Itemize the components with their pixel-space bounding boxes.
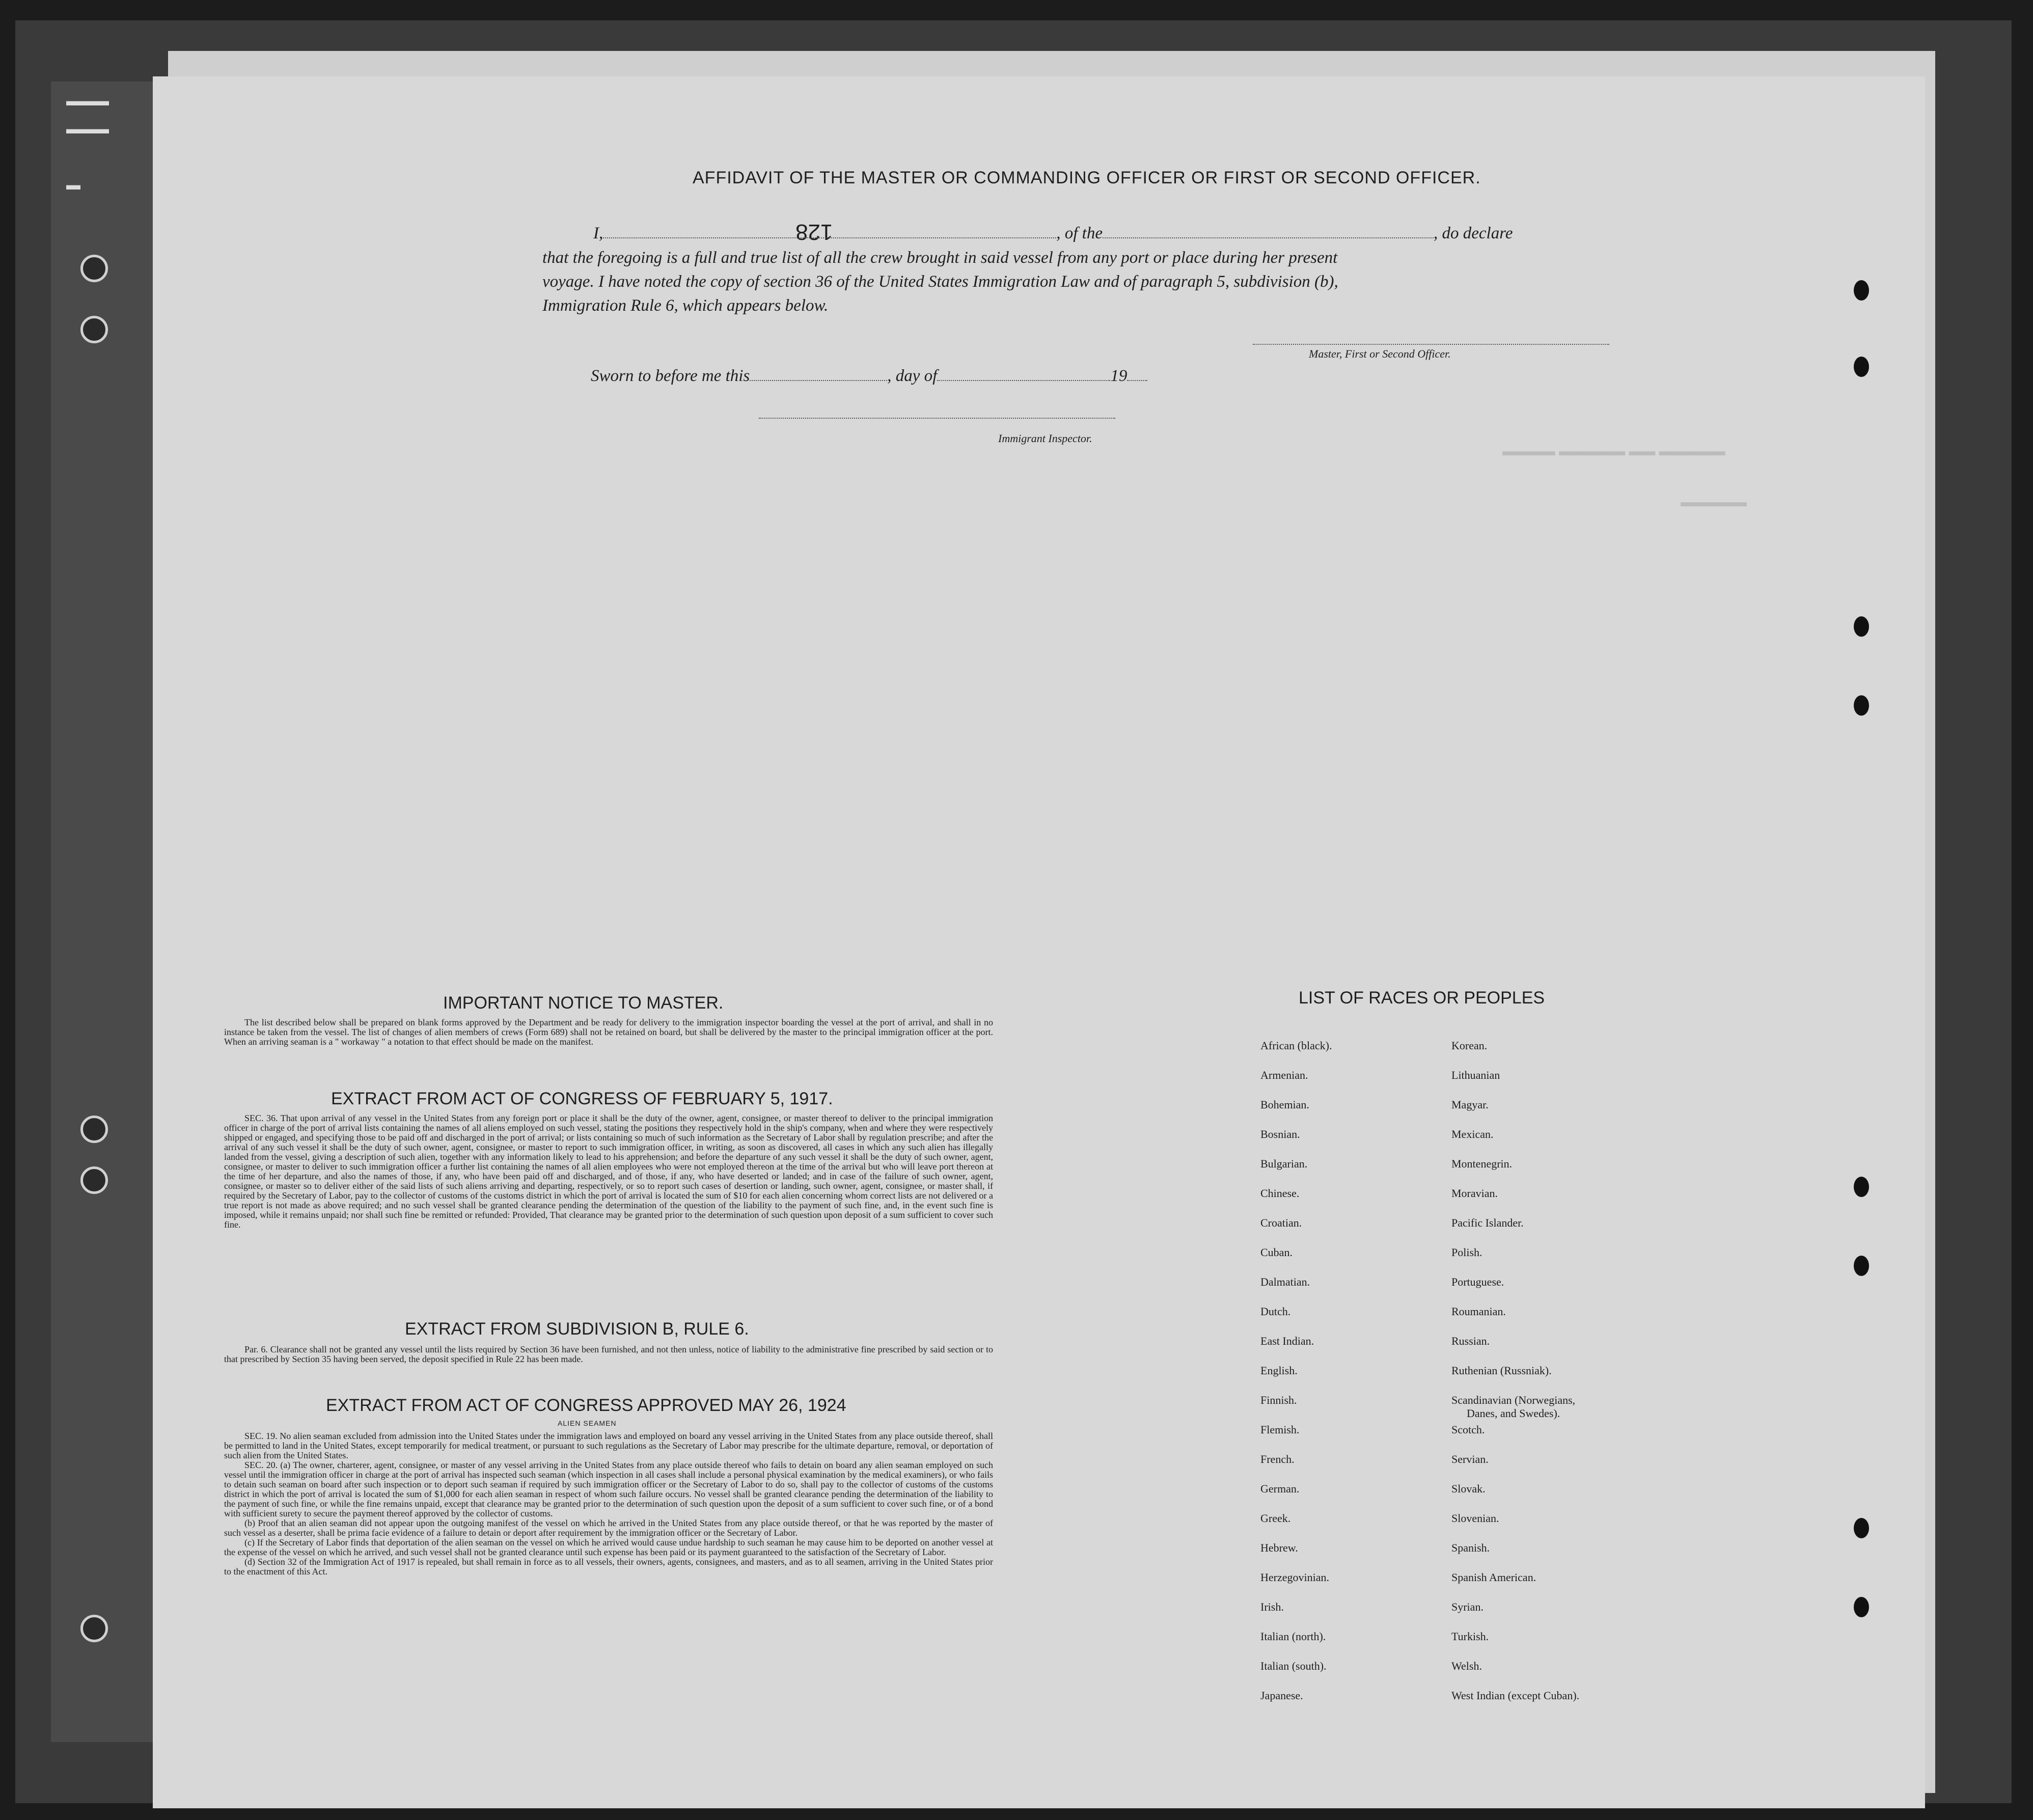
punch-hole-icon	[1854, 695, 1869, 716]
race-item: Mexican.	[1451, 1128, 1494, 1140]
inspector-signature-line[interactable]	[759, 418, 1115, 419]
extract-1924-title: EXTRACT FROM ACT OF CONGRESS APPROVED MAY 26, 1924	[326, 1396, 846, 1415]
race-item: Spanish.	[1451, 1541, 1490, 1554]
master-signature-line[interactable]	[1253, 344, 1609, 345]
inspector-label: Immigrant Inspector.	[998, 432, 1092, 445]
race-item: Syrian.	[1451, 1600, 1483, 1613]
notice-text	[224, 1018, 993, 1047]
race-item: Dutch.	[1260, 1305, 1291, 1318]
affidavit-line-4: Immigration Rule 6, which appears below.	[542, 296, 829, 315]
race-item: Spanish American.	[1451, 1571, 1536, 1584]
race-item: Bohemian.	[1260, 1098, 1309, 1111]
binding-stub	[51, 82, 153, 1742]
race-item: Magyar.	[1451, 1098, 1489, 1111]
race-item: Flemish.	[1260, 1423, 1300, 1436]
extract-1917-title: EXTRACT FROM ACT OF CONGRESS OF FEBRUARY 5, 1917.	[331, 1089, 833, 1108]
race-item: Irish.	[1260, 1600, 1284, 1613]
year-blank[interactable]	[1127, 380, 1147, 381]
race-item: Hebrew.	[1260, 1541, 1298, 1554]
race-item: Greek.	[1260, 1512, 1291, 1525]
race-item-continuation: Danes, and Swedes).	[1467, 1407, 1560, 1420]
sec-20d-paragraph: (d) Section 32 of the Immigration Act of 1917 is repealed, but shall remain in force as to all vessels, their owners, agents, consignees, and masters, and as to all seamen, arriving in the United States prior to the enactment of this Act.	[224, 1557, 993, 1577]
race-item: Cuban.	[1260, 1246, 1293, 1259]
i-label: I,	[593, 224, 603, 242]
sworn-line	[591, 367, 1147, 386]
extract-rule6-text	[224, 1345, 993, 1364]
race-item: Italian (south).	[1260, 1660, 1327, 1672]
race-item: Dalmatian.	[1260, 1275, 1310, 1288]
punch-hole-icon	[1854, 1518, 1869, 1538]
race-item: Korean.	[1451, 1039, 1488, 1052]
race-item: Japanese.	[1260, 1689, 1303, 1702]
bleed-through-text: ▬▬▬▬ ▬▬▬▬▬ ▬▬ ▬▬▬▬▬	[1502, 443, 1725, 458]
extract-1917-paragraph: SEC. 36. That upon arrival of any vessel in the United States from any foreign port or place it shall be the duty of the owner, agent, consignee, or master thereof to deliver to the principal immigration officer in charge of the port of arrival lists containing the names of all aliens employed on such vessel, stating the positions they respectively hold in the ship's company, when and where they were respectively shipped or engaged, and specifying those to be paid off and discharged in the port of arrival; or lists containing so much of such information as the Secretary of Labor shall by regulation prescribe; and after the arrival of any such vessel it shall be the duty of such owner, agent, consignee, or master to report to such immigration officer, in writing, as soon as discovered, all cases in which any such alien has illegally landed from the vessel, giving a description of such alien, together with any information likely to lead to his apprehension; and before the departure of any such vessel it shall be the duty of such owner, agent, consignee, or master to deliver to such immigration officer a further list containing the names of all alien employees who were not employed thereon at the time of the arrival but who will leave port thereon at the time of her departure, and also the names of those, if any, who have been paid off and discharged, and of those, if any, who have deserted or landed; and in case of the failure of such owner, agent, consignee, or master so to deliver either of the said lists of such aliens arriving and departing, respectively, or so to report such cases of desertion or landing, such owner, agent, consignee, or master shall, if required by the Secretary of Labor, pay to the collector of customs of the customs district in which the port of arrival is located the sum of $10 for each alien concerning whom correct lists are not delivered or a true report is not made as above required; and no such vessel shall be granted clearance pending the determination of the question of the liability to the payment of such fine, and, in the event such fine is imposed, while it remains unpaid; nor shall such fine be remitted or refunded: Provided, That clearance may be granted prior to the determination of such question upon deposit of a sum sufficient to cover such fine.	[224, 1113, 993, 1230]
affidavit-title: AFFIDAVIT OF THE MASTER OR COMMANDING OFFICER OR FIRST OR SECOND OFFICER.	[693, 168, 1481, 187]
affidavit-line-2: that the foregoing is a full and true list of all the crew brought in said vessel from any port or place during her present	[542, 249, 1338, 267]
stub-marks: ▬▬▬ ▬▬▬ ▬	[66, 93, 109, 193]
race-item: Bulgarian.	[1260, 1157, 1308, 1170]
binding-hole-icon	[80, 1615, 108, 1642]
punch-hole-icon	[1854, 616, 1869, 637]
race-item: Montenegrin.	[1451, 1157, 1513, 1170]
sec-20b-paragraph: (b) Proof that an alien seaman did not appear upon the outgoing manifest of the vessel on which he arrived in the United States from any place outside thereof, or that he was reported by the master of such vessel as a deserter, shall be prima facie evidence of a failure to detain or deport after requirement by the immigration officer or the Secretary of Labor.	[224, 1518, 993, 1538]
race-item: Chinese.	[1260, 1187, 1300, 1200]
sec-20a-paragraph: SEC. 20. (a) The owner, charterer, agent, consignee, or master of any vessel arriving in the United States from any place outside thereof who fails to detain on board any alien seaman employed on such vessel until the immigration officer in charge at the port of arrival has inspected such seaman (which inspection in all cases shall include a personal physical examination by the medical examiners), or who fails to detain such seaman on board after such inspection or to deport such seaman if required by such immigration officer or the Secretary of Labor to do so, shall pay to the collector of customs of the customs district in which the port of arrival is located the sum of $1,000 for each alien seaman in respect of whom such failure occurs. No vessel shall be granted clearance pending the determination of the liability to the payment of such fine, or while the fine remains unpaid, except that clearance may be granted prior to the determination of such question upon the deposit of a sum sufficient to cover such fine, or of a bond with sufficient surety to secure the payment thereof approved by the collector of customs.	[224, 1460, 993, 1518]
notice-paragraph: The list described below shall be prepared on blank forms approved by the Department and be ready for delivery to the immigration inspector boarding the vessel at the port of arrival, and shall in no instance be taken from the vessel. The list of changes of alien members of crews (Form 689) shall not be retained on board, but shall be delivered by the master to the principal immigration officer at the port. When an arriving seaman is a " workaway " a notation to that effect should be made on the manifest.	[224, 1017, 993, 1047]
extract-1924-text	[224, 1431, 993, 1577]
binding-hole-icon	[80, 255, 108, 282]
race-item: German.	[1260, 1482, 1300, 1495]
notice-title: IMPORTANT NOTICE TO MASTER.	[443, 993, 724, 1013]
master-signature-label: Master, First or Second Officer.	[1309, 347, 1451, 360]
binding-hole-icon	[80, 316, 108, 343]
day-blank[interactable]	[750, 380, 887, 381]
sec-20c-paragraph: (c) If the Secretary of Labor finds that deportation of the alien seaman on the vessel on which he arrived would cause undue hardship to such seaman he may cause him to be deported on another vessel at the expense of the vessel on which he arrived, and such vessel shall not be granted clearance until such expense has been paid or its payment guaranteed to the satisfaction of the Secretary of Labor.	[224, 1537, 993, 1557]
binding-hole-icon	[80, 1166, 108, 1194]
race-item: Lithuanian	[1451, 1069, 1500, 1081]
race-item: Moravian.	[1451, 1187, 1498, 1200]
race-item: Slovak.	[1451, 1482, 1486, 1495]
affidavit-line-1	[593, 224, 1513, 243]
sworn-label: Sworn to before me this	[591, 367, 750, 385]
races-title: LIST OF RACES OR PEOPLES	[1299, 988, 1545, 1008]
race-item: Scotch.	[1451, 1423, 1485, 1436]
race-item: Scandinavian (Norwegians,	[1451, 1394, 1576, 1406]
bleed-through-text: ▬▬▬▬▬	[1681, 494, 1747, 509]
race-item: West Indian (except Cuban).	[1451, 1689, 1580, 1702]
race-item: Finnish.	[1260, 1394, 1297, 1406]
extract-1917-text	[224, 1113, 993, 1230]
punch-hole-icon	[1854, 1597, 1869, 1617]
race-item: Servian.	[1451, 1453, 1489, 1465]
race-item: Turkish.	[1451, 1630, 1489, 1643]
page-number: 128	[795, 220, 833, 245]
race-item: Pacific Islander.	[1451, 1216, 1524, 1229]
race-item: Herzegovinian.	[1260, 1571, 1329, 1584]
race-item: East Indian.	[1260, 1335, 1314, 1347]
race-item: Italian (north).	[1260, 1630, 1326, 1643]
alien-seamen-subtitle: ALIEN SEAMEN	[558, 1419, 617, 1427]
extract-rule6-title: EXTRACT FROM SUBDIVISION B, RULE 6.	[405, 1319, 749, 1339]
extract-rule6-paragraph: Par. 6. Clearance shall not be granted any vessel until the lists required by Section 36 have been furnished, and not then unless, notice of liability to the administrative fine prescribed by said section or to that prescribed by Section 35 having been served, the deposit specified in Rule 22 has been made.	[224, 1344, 993, 1364]
race-item: Polish.	[1451, 1246, 1482, 1259]
race-item: Welsh.	[1451, 1660, 1482, 1672]
name-blank[interactable]	[603, 237, 1056, 238]
race-item: English.	[1260, 1364, 1298, 1377]
punch-hole-icon	[1854, 1177, 1869, 1197]
day-of-label: , day of	[887, 367, 938, 385]
race-item: Ruthenian (Russniak).	[1451, 1364, 1552, 1377]
race-item: Portuguese.	[1451, 1275, 1504, 1288]
race-item: Roumanian.	[1451, 1305, 1506, 1318]
race-item: Slovenian.	[1451, 1512, 1499, 1525]
vessel-blank[interactable]	[1103, 237, 1434, 238]
punch-hole-icon	[1854, 1256, 1869, 1276]
month-blank[interactable]	[937, 380, 1110, 381]
race-item: Croatian.	[1260, 1216, 1302, 1229]
affidavit-line-3: voyage. I have noted the copy of section 36 of the United States Immigration Law and of paragraph 5, subdivision (b),	[542, 273, 1338, 291]
year-label: 19	[1110, 367, 1128, 385]
form-page	[153, 76, 1925, 1808]
race-item: Armenian.	[1260, 1069, 1308, 1081]
race-item: Bosnian.	[1260, 1128, 1300, 1140]
punch-hole-icon	[1854, 357, 1869, 377]
binding-hole-icon	[80, 1116, 108, 1143]
sec-19-paragraph: SEC. 19. No alien seaman excluded from admission into the United States under the immigration laws and employed on board any vessel arriving in the United States from any place outside thereof, shall be permitted to land in the United States, except temporarily for medical treatment, or pursuant to such regulations as the Secretary of Labor may prescribe for the ultimate departure, removal, or deportation of such alien from the United States.	[224, 1431, 993, 1460]
punch-hole-icon	[1854, 280, 1869, 301]
race-item: French.	[1260, 1453, 1295, 1465]
do-declare-label: , do declare	[1433, 224, 1513, 242]
race-item: African (black).	[1260, 1039, 1332, 1052]
races-list	[1260, 1039, 1821, 1783]
of-the-label: , of the	[1056, 224, 1103, 242]
race-item: Russian.	[1451, 1335, 1490, 1347]
